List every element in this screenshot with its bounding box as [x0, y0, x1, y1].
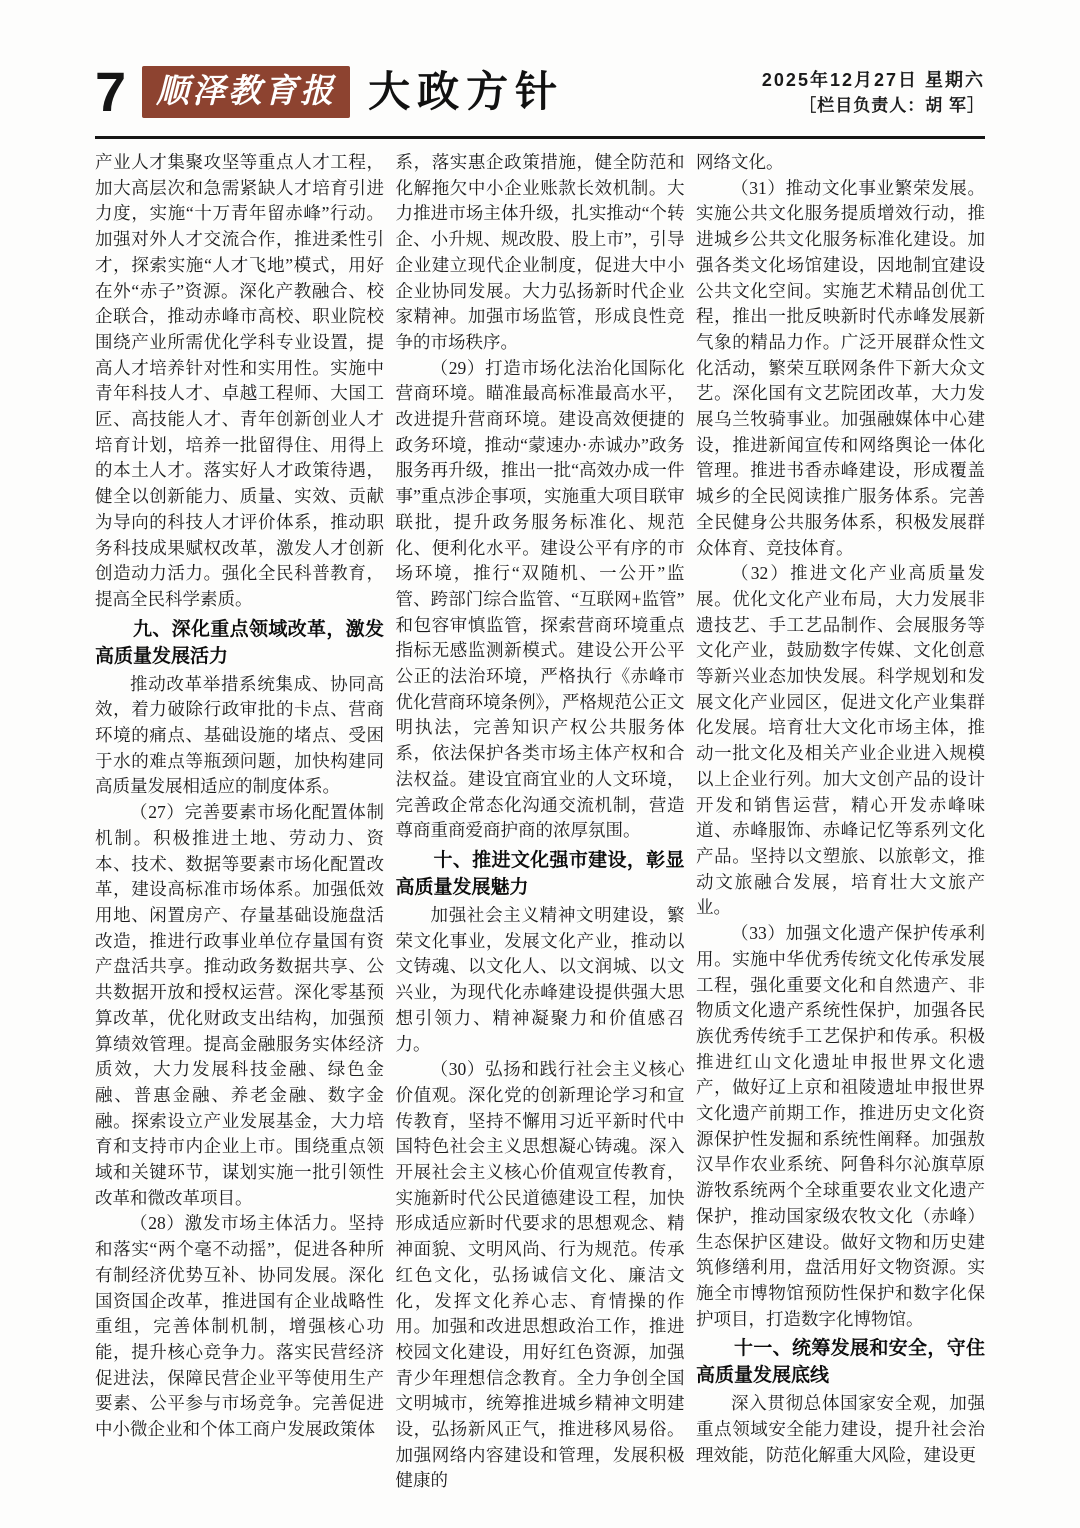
section-heading: 十一、统筹发展和安全，守住高质量发展底线 [696, 1338, 985, 1387]
body-paragraph: （32）推进文化产业高质量发展。优化文化产业布局，大力发展非遗技艺、手工艺品制作、会展服务等文化产业，鼓励数字传媒、文化创意等新兴业态加快发展。科学规划和发展文化产业园区，促进文化产业集群化发展。培育壮大文化市场主体，推动一批文化及相关产业企业进入规模以上企业行列。加大文创产品的设计开发和销售运营，精心开发赤峰味道、赤峰服饰、赤峰记忆等系列文化产品。坚持以文塑旅、以旅彰文，推动文旅融合发展，培育壮大文旅产业。 [696, 563, 985, 918]
body-paragraph: 网络文化。 [696, 152, 784, 172]
article-columns [95, 150, 985, 1494]
body-paragraph: 系，落实惠企政策措施，健全防范和化解拖欠中小企业账款长效机制。大力推进市场主体升级，扎实推动“个转企、小升规、规改股、股上市”，引导企业建立现代企业制度，促进大中小企业协同发展。大力弘扬新时代企业家精神。加强市场监管，形成良性竞争的市场秩序。 [395, 152, 685, 352]
page-header [95, 60, 985, 123]
news-column [95, 150, 384, 1494]
body-paragraph: 深入贯彻总体国家安全观，加强重点领域安全能力建设，提升社会治理效能，防范化解重大风险，建设更 [696, 1393, 985, 1465]
body-paragraph: （30）弘扬和践行社会主义核心价值观。深化党的创新理论学习和宣传教育，坚持不懈用习近平新时代中国特色社会主义思想凝心铸魂。深入开展社会主义核心价值观宣传教育，实施新时代公民道德建设工程，加快形成适应新时代要求的思想观念、精神面貌、文明风尚、行为规范。传承红色文化，弘扬诚信文化、廉洁文化，发挥文化养心志、育情操的作用。加强和改进思想政治工作，推进校园文化建设，用好红色资源，加强青少年理想信念教育。全力争创全国文明城市，统筹推进城乡精神文明建设，弘扬新风正气，推进移风易俗。加强网络内容建设和管理，发展积极健康的 [395, 1059, 685, 1491]
news-column [696, 150, 985, 1494]
body-paragraph: （28）激发市场主体活力。坚持和落实“两个毫不动摇”，促进各种所有制经济优势互补、协同发展。深化国资国企改革，推进国有企业战略性重组，完善体制机制，增强核心功能，提升核心竞争力。落实民营经济促进法，保障民营企业平等使用生产要素、公平参与市场竞争。完善促进中小微企业和个体工商户发展政策体 [95, 1213, 384, 1440]
body-paragraph: （31）推动文化事业繁荣发展。实施公共文化服务提质增效行动，推进城乡公共文化服务标准化建设。加强各类文化场馆建设，因地制宜建设公共文化空间。实施艺术精品创优工程，推出一批反映新时代赤峰发展新气象的精品力作。广泛开展群众性文化活动，繁荣互联网条件下新大众文艺。深化国有文艺院团改革，大力发展乌兰牧骑事业。加强融媒体中心建设，推进新闻宣传和网络舆论一体化管理。推进书香赤峰建设，形成覆盖城乡的全民阅读推广服务体系。完善全民健身公共服务体系，积极发展群众体育、竞技体育。 [696, 177, 985, 558]
body-paragraph: 加强社会主义精神文明建设，繁荣文化事业，发展文化产业，推动以文铸魂、以文化人、以文润城、以文兴业，为现代化赤峰建设提供强大思想引领力、精神凝聚力和价值感召力。 [395, 904, 685, 1054]
header-meta [762, 67, 985, 118]
section-title: 大政方针 [368, 68, 565, 115]
body-paragraph: 产业人才集聚攻坚等重点人才工程，加大高层次和急需紧缺人才培育引进力度，实施“十万青年留赤峰”行动。加强对外人才交流合作，推进柔性引才，探索实施“人才飞地”模式，用好在外“赤子”资源。深化产教融合、校企联合，推动赤峰市高校、职业院校围绕产业所需优化学科专业设置，提高人才培养针对性和实用性。实施中青年科技人才、卓越工程师、大国工匠、高技能人才、青年创新创业人才培育计划，培养一批留得住、用得上的本土人才。落实好人才政策待遇，健全以创新能力、质量、实效、贡献为导向的科技人才评价体系，推动职务科技成果赋权改革，激发人才创新创造动力活力。强化全民科普教育，提高全民科学素质。 [95, 152, 384, 609]
news-column [396, 150, 685, 1494]
masthead-logo: 顺泽教育报 [142, 66, 350, 118]
body-paragraph: （33）加强文化遗产保护传承利用。实施中华优秀传统文化传承发展工程，强化重要文化和自然遗产、非物质文化遗产系统性保护，加强各民族优秀传统手工艺保护和传承。积极推进红山文化遗址申报世界文化遗产，做好辽上京和祖陵遗址申报世界文化遗产前期工作，推进历史文化资源保护性发掘和系统性阐释。加强敖汉旱作农业系统、阿鲁科尔沁旗草原游牧系统两个全球重要农业文化遗产保护，推动国家级农牧文化（赤峰）生态保护区建设。做好文物和历史建筑修缮利用，盘活用好文物资源。实施全市博物馆预防性保护和数字化保护项目，打造数字化博物馆。 [696, 923, 985, 1329]
body-paragraph: 推动改革举措系统集成、协同高效，着力破除行政审批的卡点、营商环境的痛点、基础设施的堵点、受困于水的难点等瓶颈问题，加快构建同高质量发展相适应的制度体系。 [95, 673, 384, 797]
section-heading: 十、推进文化强市建设，彰显高质量发展魅力 [395, 849, 685, 898]
page-number: 7 [95, 60, 127, 123]
date-line: 2025年12月27日 星期六 [761, 69, 985, 90]
section-heading: 九、深化重点领域改革，激发高质量发展活力 [95, 618, 384, 667]
body-paragraph: （27）完善要素市场化配置体制机制。积极推进土地、劳动力、资本、技术、数据等要素市场化配置改革，建设高标准市场体系。加强低效用地、闲置房产、存量基础设施盘活改造，推进行政事业单位存量国有资产盘活共享。推动政务数据共享、公共数据开放和授权运营。深化零基预算改革，优化财政支出结构，加强预算绩效管理。提高金融服务实体经济质效，大力发展科技金融、绿色金融、普惠金融、养老金融、数字金融。探索设立产业发展基金，大力培育和支持市内企业上市。围绕重点领域和关键环节，谋划实施一批引领性改革和微改革项目。 [95, 802, 384, 1208]
header-divider [95, 136, 985, 139]
editor-line: ［栏目负责人：胡 军］ [799, 95, 985, 115]
body-paragraph: （29）打造市场化法治化国际化营商环境。瞄准最高标准最高水平，改进提升营商环境。建设高效便捷的政务环境，推动“蒙速办·赤诚办”政务服务再升级，推出一批“高效办成一件事”重点涉企事项，实施重大项目联审联批，提升政务服务标准化、规范化、便利化水平。建设公平有序的市场环境，推行“双随机、一公开”监管、跨部门综合监管、“互联网+监管”和包容审慎监管，探索营商环境重点指标无感监测新模式。建设公开公平公正的法治环境，严格执行《赤峰市优化营商环境条例》，严格规范公正文明执法，完善知识产权公共服务体系，依法保护各类市场主体产权和合法权益。建设宜商宜业的人文环境，完善政企常态化沟通交流机制，营造尊商重商爱商护商的浓厚氛围。 [395, 357, 685, 841]
